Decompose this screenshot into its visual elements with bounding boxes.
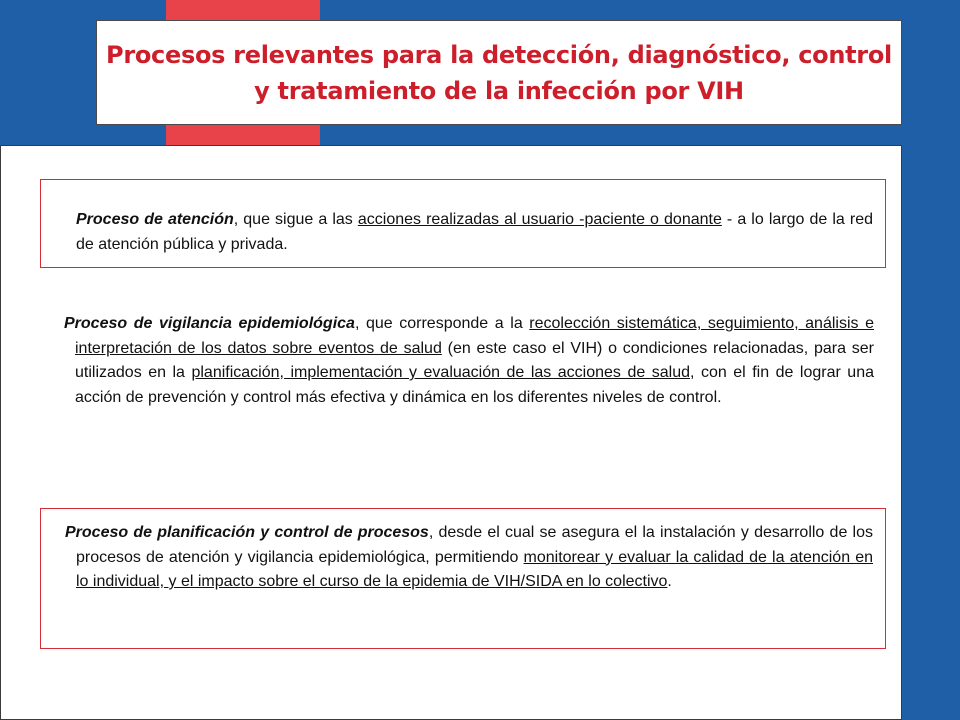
- block-text: , que sigue a las: [233, 211, 358, 228]
- block-heading: Proceso de atención: [76, 211, 234, 228]
- block-text: - a lo largo de la red de atención pública y privada.: [76, 211, 874, 253]
- block-text: , que corresponde a la: [354, 315, 530, 332]
- content-panel: [0, 145, 902, 720]
- block-text: (en este caso el VIH) o condiciones relacionadas, para ser utilizados en la: [75, 339, 875, 381]
- block-proceso-vigilancia-text: [64, 312, 874, 410]
- underlined-text: monitorear y evaluar la calidad de la atención en lo individual, y el impacto sobre el curso de la epidemia de VIH/SIDA en lo colectivo: [76, 548, 874, 590]
- block-text: .: [667, 573, 672, 590]
- block-text: , desde el cual se asegura el la instalación y desarrollo de los procesos de atención y vigilancia epidemiológica, permitiendo: [76, 524, 874, 566]
- slide-title: Procesos relevantes para la detección, diagnóstico, control y tratamiento de la infección por VIH: [106, 40, 892, 105]
- block-proceso-atencion-text: [76, 208, 873, 257]
- underlined-text: acciones realizadas al usuario -paciente o donante: [357, 211, 722, 228]
- block-proceso-atencion: [40, 179, 886, 268]
- block-proceso-vigilancia: [40, 312, 886, 472]
- underlined-text: planificación, implementación y evaluación de las acciones de salud: [191, 364, 690, 381]
- block-heading: Proceso de planificación y control de procesos: [65, 524, 429, 541]
- block-proceso-planificacion: [40, 508, 886, 649]
- block-heading: Proceso de vigilancia epidemiológica: [64, 315, 355, 332]
- block-text: , con el fin de lograr una acción de prevención y control más efectiva y dinámica en los diferentes niveles de control.: [75, 364, 875, 406]
- title-box: [96, 20, 902, 125]
- underlined-text: recolección sistemática, seguimiento, análisis e interpretación de los datos sobre eventos de salud: [75, 315, 874, 357]
- block-proceso-planificacion-text: [65, 521, 873, 595]
